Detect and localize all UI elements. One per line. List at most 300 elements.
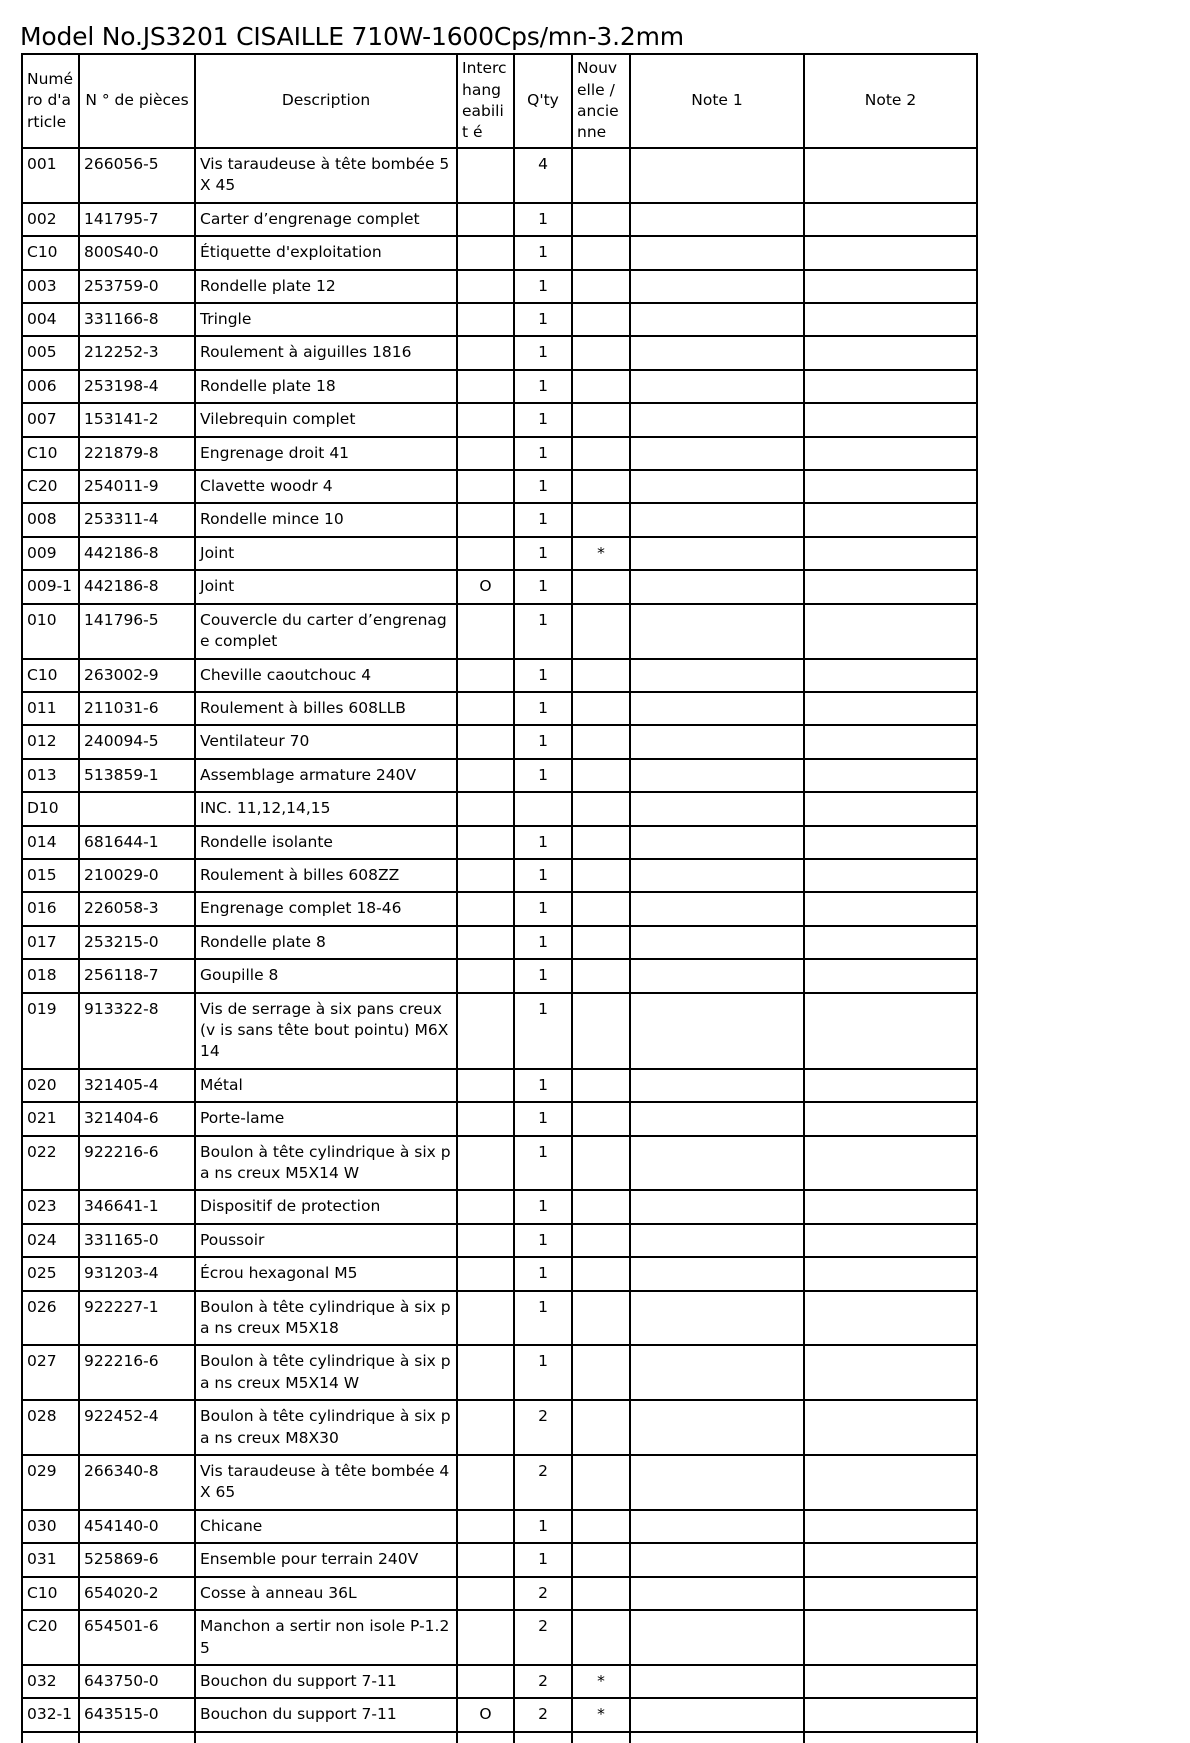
cell-description: Roulement à billes 608LLB bbox=[195, 692, 457, 725]
cell-note1 bbox=[630, 303, 804, 336]
cell-item-no: 007 bbox=[22, 403, 79, 436]
cell-part-no: 922227-1 bbox=[79, 1291, 195, 1346]
cell-qty: 1 bbox=[514, 926, 572, 959]
cell-new-old bbox=[572, 1102, 630, 1135]
cell-note2 bbox=[804, 1455, 977, 1510]
table-row bbox=[22, 1136, 977, 1191]
cell-new-old bbox=[572, 1257, 630, 1290]
cell-new-old bbox=[572, 993, 630, 1069]
cell-note2 bbox=[804, 303, 977, 336]
cell-interchangeability bbox=[457, 792, 514, 825]
cell-description: Couvercle du carter d’engrenage complet bbox=[195, 604, 457, 659]
cell-description: Ensemble pour terrain 240V bbox=[195, 1543, 457, 1576]
table-row bbox=[22, 203, 977, 236]
cell-item-no: 002 bbox=[22, 203, 79, 236]
cell-note1 bbox=[630, 1400, 804, 1455]
cell-part-no: 454140-0 bbox=[79, 1510, 195, 1543]
header-part-no: N ° de pièces bbox=[79, 54, 195, 148]
cell-new-old bbox=[572, 1455, 630, 1510]
cell-qty: 1 bbox=[514, 1345, 572, 1400]
cell-part-no: 141796-5 bbox=[79, 604, 195, 659]
header-item-no: Numé ro d'a rticle bbox=[22, 54, 79, 148]
table-row bbox=[22, 1510, 977, 1543]
cell-description: Boulon à tête cylindrique à six pa ns creux M5X14 W bbox=[195, 1136, 457, 1191]
table-row-cutoff bbox=[22, 1732, 977, 1743]
cell-new-old bbox=[572, 1136, 630, 1191]
cell-description: Poussoir bbox=[195, 1224, 457, 1257]
cell-note1 bbox=[630, 926, 804, 959]
cell-note2 bbox=[804, 959, 977, 992]
cell-new-old bbox=[572, 1190, 630, 1223]
cell-item-no: 030 bbox=[22, 1510, 79, 1543]
cell-qty: 1 bbox=[514, 892, 572, 925]
cell-interchangeability bbox=[457, 1345, 514, 1400]
cell-interchangeability bbox=[457, 759, 514, 792]
cell-interchangeability bbox=[457, 1543, 514, 1576]
cell-note2 bbox=[804, 1543, 977, 1576]
cell-item-no: 026 bbox=[22, 1291, 79, 1346]
cell-note2 bbox=[804, 826, 977, 859]
cell-part-no: 643515-0 bbox=[79, 1698, 195, 1731]
cell-note2 bbox=[804, 1102, 977, 1135]
cell-description: Métal bbox=[195, 1069, 457, 1102]
cell-item-no: 009 bbox=[22, 537, 79, 570]
cell-qty: 1 bbox=[514, 1190, 572, 1223]
cell-item-no: 022 bbox=[22, 1136, 79, 1191]
cell-part-no: 654020-2 bbox=[79, 1577, 195, 1610]
cell-qty: 1 bbox=[514, 470, 572, 503]
cell-part-no: 331166-8 bbox=[79, 303, 195, 336]
cell-interchangeability bbox=[457, 1190, 514, 1223]
cell-qty: 1 bbox=[514, 503, 572, 536]
empty-cell bbox=[572, 1732, 630, 1743]
table-row bbox=[22, 303, 977, 336]
cell-part-no: 931203-4 bbox=[79, 1257, 195, 1290]
cell-note1 bbox=[630, 792, 804, 825]
cell-qty: 4 bbox=[514, 148, 572, 203]
cell-new-old bbox=[572, 336, 630, 369]
cell-note1 bbox=[630, 1510, 804, 1543]
table-row bbox=[22, 692, 977, 725]
cell-qty: 1 bbox=[514, 1257, 572, 1290]
cell-description: Vis taraudeuse à tête bombée 4X 65 bbox=[195, 1455, 457, 1510]
cell-description: Tringle bbox=[195, 303, 457, 336]
cell-part-no: 153141-2 bbox=[79, 403, 195, 436]
cell-note1 bbox=[630, 503, 804, 536]
cell-interchangeability bbox=[457, 1610, 514, 1665]
cell-note1 bbox=[630, 336, 804, 369]
header-description: Description bbox=[195, 54, 457, 148]
cell-qty: 1 bbox=[514, 604, 572, 659]
cell-interchangeability bbox=[457, 1510, 514, 1543]
cell-qty: 1 bbox=[514, 303, 572, 336]
cell-interchangeability bbox=[457, 859, 514, 892]
table-row bbox=[22, 926, 977, 959]
cell-interchangeability bbox=[457, 148, 514, 203]
cell-note2 bbox=[804, 1257, 977, 1290]
cell-item-no: C10 bbox=[22, 1577, 79, 1610]
cell-note2 bbox=[804, 792, 977, 825]
cell-interchangeability bbox=[457, 1577, 514, 1610]
cell-part-no: 266340-8 bbox=[79, 1455, 195, 1510]
cell-note1 bbox=[630, 437, 804, 470]
cell-new-old bbox=[572, 1543, 630, 1576]
cell-item-no: 004 bbox=[22, 303, 79, 336]
cell-note1 bbox=[630, 370, 804, 403]
cell-item-no: 031 bbox=[22, 1543, 79, 1576]
cell-new-old: * bbox=[572, 1665, 630, 1698]
cell-item-no: 032-1 bbox=[22, 1698, 79, 1731]
table-row bbox=[22, 604, 977, 659]
cell-new-old bbox=[572, 1345, 630, 1400]
cell-part-no: 253311-4 bbox=[79, 503, 195, 536]
cell-item-no: 001 bbox=[22, 148, 79, 203]
cell-interchangeability bbox=[457, 537, 514, 570]
cell-part-no: 442186-8 bbox=[79, 537, 195, 570]
cell-item-no: 010 bbox=[22, 604, 79, 659]
cell-part-no: 800S40-0 bbox=[79, 236, 195, 269]
cell-qty: 1 bbox=[514, 759, 572, 792]
table-row bbox=[22, 1257, 977, 1290]
cell-note2 bbox=[804, 503, 977, 536]
table-row bbox=[22, 659, 977, 692]
cell-interchangeability bbox=[457, 236, 514, 269]
cell-qty: 1 bbox=[514, 570, 572, 603]
table-row bbox=[22, 503, 977, 536]
table-row bbox=[22, 792, 977, 825]
cell-part-no: 331165-0 bbox=[79, 1224, 195, 1257]
table-row bbox=[22, 1224, 977, 1257]
cell-qty: 1 bbox=[514, 236, 572, 269]
cell-description: Rondelle plate 8 bbox=[195, 926, 457, 959]
table-row bbox=[22, 370, 977, 403]
cell-new-old bbox=[572, 725, 630, 758]
cell-item-no: 003 bbox=[22, 270, 79, 303]
cell-new-old bbox=[572, 604, 630, 659]
cell-new-old bbox=[572, 1510, 630, 1543]
header-qty: Q'ty bbox=[514, 54, 572, 148]
cell-note1 bbox=[630, 1257, 804, 1290]
cell-new-old bbox=[572, 303, 630, 336]
table-row bbox=[22, 1069, 977, 1102]
cell-part-no: 346641-1 bbox=[79, 1190, 195, 1223]
cell-qty: 1 bbox=[514, 437, 572, 470]
cell-interchangeability bbox=[457, 470, 514, 503]
cell-item-no: 008 bbox=[22, 503, 79, 536]
cell-note1 bbox=[630, 270, 804, 303]
cell-description: Écrou hexagonal M5 bbox=[195, 1257, 457, 1290]
cell-new-old bbox=[572, 792, 630, 825]
cell-note1 bbox=[630, 1455, 804, 1510]
header-new-old: Nouv elle / ancie nne bbox=[572, 54, 630, 148]
table-row bbox=[22, 1455, 977, 1510]
table-row bbox=[22, 1577, 977, 1610]
table-row bbox=[22, 959, 977, 992]
cell-interchangeability: O bbox=[457, 570, 514, 603]
cell-part-no bbox=[79, 792, 195, 825]
cell-new-old bbox=[572, 503, 630, 536]
cell-description: Porte-lame bbox=[195, 1102, 457, 1135]
cell-note2 bbox=[804, 370, 977, 403]
cell-item-no: 023 bbox=[22, 1190, 79, 1223]
cell-interchangeability: O bbox=[457, 1698, 514, 1731]
cell-interchangeability bbox=[457, 604, 514, 659]
cell-note2 bbox=[804, 470, 977, 503]
empty-cell bbox=[804, 1732, 977, 1743]
table-row bbox=[22, 537, 977, 570]
cell-note2 bbox=[804, 692, 977, 725]
cell-note2 bbox=[804, 1665, 977, 1698]
cell-note2 bbox=[804, 203, 977, 236]
cell-description: Ventilateur 70 bbox=[195, 725, 457, 758]
cell-qty: 1 bbox=[514, 859, 572, 892]
cell-item-no: 017 bbox=[22, 926, 79, 959]
cell-description: Boulon à tête cylindrique à six pa ns creux M5X14 W bbox=[195, 1345, 457, 1400]
cell-new-old bbox=[572, 1291, 630, 1346]
cell-description: Engrenage droit 41 bbox=[195, 437, 457, 470]
cell-interchangeability bbox=[457, 892, 514, 925]
table-row bbox=[22, 1345, 977, 1400]
cell-note2 bbox=[804, 1069, 977, 1102]
cell-part-no: 922216-6 bbox=[79, 1136, 195, 1191]
cell-new-old bbox=[572, 370, 630, 403]
cell-note2 bbox=[804, 993, 977, 1069]
cell-new-old bbox=[572, 926, 630, 959]
cell-note2 bbox=[804, 437, 977, 470]
cell-description: Roulement à billes 608ZZ bbox=[195, 859, 457, 892]
cell-new-old bbox=[572, 148, 630, 203]
cell-new-old bbox=[572, 203, 630, 236]
cell-item-no: 032 bbox=[22, 1665, 79, 1698]
table-row bbox=[22, 470, 977, 503]
cell-new-old bbox=[572, 437, 630, 470]
cell-qty: 1 bbox=[514, 1291, 572, 1346]
cell-interchangeability bbox=[457, 1665, 514, 1698]
cell-interchangeability bbox=[457, 270, 514, 303]
cell-note2 bbox=[804, 1577, 977, 1610]
cell-new-old bbox=[572, 1577, 630, 1610]
cell-part-no: 211031-6 bbox=[79, 692, 195, 725]
cell-note1 bbox=[630, 1190, 804, 1223]
cell-note2 bbox=[804, 403, 977, 436]
cell-qty: 1 bbox=[514, 659, 572, 692]
cell-note1 bbox=[630, 659, 804, 692]
cell-item-no: 014 bbox=[22, 826, 79, 859]
cell-note1 bbox=[630, 1102, 804, 1135]
table-header-row bbox=[22, 54, 977, 148]
cell-interchangeability bbox=[457, 203, 514, 236]
table-row bbox=[22, 148, 977, 203]
cell-new-old bbox=[572, 859, 630, 892]
table-row bbox=[22, 403, 977, 436]
cell-note1 bbox=[630, 1610, 804, 1665]
cell-interchangeability bbox=[457, 1102, 514, 1135]
cell-part-no: 922216-6 bbox=[79, 1345, 195, 1400]
cell-part-no: 525869-6 bbox=[79, 1543, 195, 1576]
cell-description: Vis taraudeuse à tête bombée 5X 45 bbox=[195, 148, 457, 203]
cell-description: Boulon à tête cylindrique à six pa ns creux M5X18 bbox=[195, 1291, 457, 1346]
cell-note1 bbox=[630, 993, 804, 1069]
cell-interchangeability bbox=[457, 993, 514, 1069]
cell-note2 bbox=[804, 1698, 977, 1731]
cell-note1 bbox=[630, 1224, 804, 1257]
cell-interchangeability bbox=[457, 437, 514, 470]
table-row bbox=[22, 236, 977, 269]
table-row bbox=[22, 725, 977, 758]
cell-note1 bbox=[630, 759, 804, 792]
cell-note1 bbox=[630, 1665, 804, 1698]
cell-note2 bbox=[804, 148, 977, 203]
cell-part-no: 221879-8 bbox=[79, 437, 195, 470]
cell-part-no: 253759-0 bbox=[79, 270, 195, 303]
cell-new-old bbox=[572, 570, 630, 603]
cell-new-old bbox=[572, 692, 630, 725]
cell-new-old bbox=[572, 270, 630, 303]
table-row bbox=[22, 1102, 977, 1135]
cell-note1 bbox=[630, 537, 804, 570]
cell-interchangeability bbox=[457, 1291, 514, 1346]
table-row bbox=[22, 892, 977, 925]
table-row bbox=[22, 336, 977, 369]
cell-description: Clavette woodr 4 bbox=[195, 470, 457, 503]
cell-part-no: 253198-4 bbox=[79, 370, 195, 403]
cell-item-no: 020 bbox=[22, 1069, 79, 1102]
cell-part-no: 321405-4 bbox=[79, 1069, 195, 1102]
cell-item-no: 028 bbox=[22, 1400, 79, 1455]
cell-note2 bbox=[804, 537, 977, 570]
cell-qty: 2 bbox=[514, 1455, 572, 1510]
cell-item-no: 011 bbox=[22, 692, 79, 725]
cell-note2 bbox=[804, 1510, 977, 1543]
cell-description: Rondelle isolante bbox=[195, 826, 457, 859]
cell-note2 bbox=[804, 270, 977, 303]
cell-qty: 1 bbox=[514, 1102, 572, 1135]
table-row bbox=[22, 270, 977, 303]
cell-note1 bbox=[630, 570, 804, 603]
cell-description: Joint bbox=[195, 570, 457, 603]
cell-note2 bbox=[804, 926, 977, 959]
cell-part-no: 210029-0 bbox=[79, 859, 195, 892]
cell-item-no: C10 bbox=[22, 236, 79, 269]
cell-note1 bbox=[630, 203, 804, 236]
cell-note2 bbox=[804, 1400, 977, 1455]
cell-description: Manchon a sertir non isole P-1.2 5 bbox=[195, 1610, 457, 1665]
cell-note1 bbox=[630, 604, 804, 659]
empty-cell bbox=[22, 1732, 79, 1743]
cell-qty: 1 bbox=[514, 725, 572, 758]
cell-part-no: 681644-1 bbox=[79, 826, 195, 859]
cell-part-no: 254011-9 bbox=[79, 470, 195, 503]
cell-description: Assemblage armature 240V bbox=[195, 759, 457, 792]
cell-item-no: C10 bbox=[22, 437, 79, 470]
cell-description: Bouchon du support 7-11 bbox=[195, 1698, 457, 1731]
cell-description: Rondelle plate 12 bbox=[195, 270, 457, 303]
cell-note2 bbox=[804, 570, 977, 603]
cell-new-old bbox=[572, 236, 630, 269]
cell-interchangeability bbox=[457, 1455, 514, 1510]
cell-item-no: D10 bbox=[22, 792, 79, 825]
cell-part-no: 654501-6 bbox=[79, 1610, 195, 1665]
cell-item-no: C10 bbox=[22, 659, 79, 692]
cell-interchangeability bbox=[457, 725, 514, 758]
cell-part-no: 643750-0 bbox=[79, 1665, 195, 1698]
cell-qty: 2 bbox=[514, 1610, 572, 1665]
cell-interchangeability bbox=[457, 826, 514, 859]
cell-interchangeability bbox=[457, 403, 514, 436]
cell-part-no: 922452-4 bbox=[79, 1400, 195, 1455]
cell-note1 bbox=[630, 236, 804, 269]
table-body bbox=[22, 148, 977, 1743]
cell-note2 bbox=[804, 659, 977, 692]
cell-interchangeability bbox=[457, 503, 514, 536]
cell-new-old bbox=[572, 1400, 630, 1455]
cell-item-no: 024 bbox=[22, 1224, 79, 1257]
cell-item-no: 012 bbox=[22, 725, 79, 758]
cell-item-no: C20 bbox=[22, 470, 79, 503]
cell-qty: 1 bbox=[514, 692, 572, 725]
cell-new-old bbox=[572, 659, 630, 692]
cell-note2 bbox=[804, 859, 977, 892]
cell-description: Bouchon du support 7-11 bbox=[195, 1665, 457, 1698]
cell-part-no: 240094-5 bbox=[79, 725, 195, 758]
cell-note1 bbox=[630, 1543, 804, 1576]
cell-note2 bbox=[804, 1190, 977, 1223]
cell-item-no: 009-1 bbox=[22, 570, 79, 603]
cell-item-no: 013 bbox=[22, 759, 79, 792]
cell-new-old bbox=[572, 470, 630, 503]
cell-note2 bbox=[804, 1610, 977, 1665]
cell-part-no: 321404-6 bbox=[79, 1102, 195, 1135]
cell-qty: 1 bbox=[514, 959, 572, 992]
cell-description: Cosse à anneau 36L bbox=[195, 1577, 457, 1610]
cell-new-old bbox=[572, 959, 630, 992]
cell-qty: 1 bbox=[514, 1510, 572, 1543]
cell-new-old bbox=[572, 826, 630, 859]
header-note2: Note 2 bbox=[804, 54, 977, 148]
cell-interchangeability bbox=[457, 1224, 514, 1257]
cell-part-no: 266056-5 bbox=[79, 148, 195, 203]
page-title: Model No.JS3201 CISAILLE 710W-1600Cps/mn-3.2mm bbox=[20, 22, 684, 51]
empty-cell bbox=[630, 1732, 804, 1743]
empty-cell bbox=[79, 1732, 195, 1743]
cell-description: Carter d’engrenage complet bbox=[195, 203, 457, 236]
cell-interchangeability bbox=[457, 659, 514, 692]
cell-item-no: 027 bbox=[22, 1345, 79, 1400]
cell-qty: 2 bbox=[514, 1665, 572, 1698]
cell-note2 bbox=[804, 1136, 977, 1191]
cell-qty: 1 bbox=[514, 537, 572, 570]
cell-description: Rondelle plate 18 bbox=[195, 370, 457, 403]
cell-note1 bbox=[630, 725, 804, 758]
cell-new-old bbox=[572, 403, 630, 436]
cell-description: Boulon à tête cylindrique à six pa ns creux M8X30 bbox=[195, 1400, 457, 1455]
empty-cell bbox=[195, 1732, 457, 1743]
cell-part-no: 212252-3 bbox=[79, 336, 195, 369]
table-row bbox=[22, 1291, 977, 1346]
cell-qty: 1 bbox=[514, 370, 572, 403]
cell-new-old bbox=[572, 1610, 630, 1665]
header-interchangeability: Interc hang eabilit é bbox=[457, 54, 514, 148]
cell-note1 bbox=[630, 403, 804, 436]
empty-cell bbox=[457, 1732, 514, 1743]
cell-interchangeability bbox=[457, 692, 514, 725]
cell-new-old bbox=[572, 1069, 630, 1102]
cell-note1 bbox=[630, 470, 804, 503]
cell-qty: 1 bbox=[514, 1069, 572, 1102]
cell-new-old: * bbox=[572, 1698, 630, 1731]
cell-part-no: 442186-8 bbox=[79, 570, 195, 603]
cell-note1 bbox=[630, 1577, 804, 1610]
